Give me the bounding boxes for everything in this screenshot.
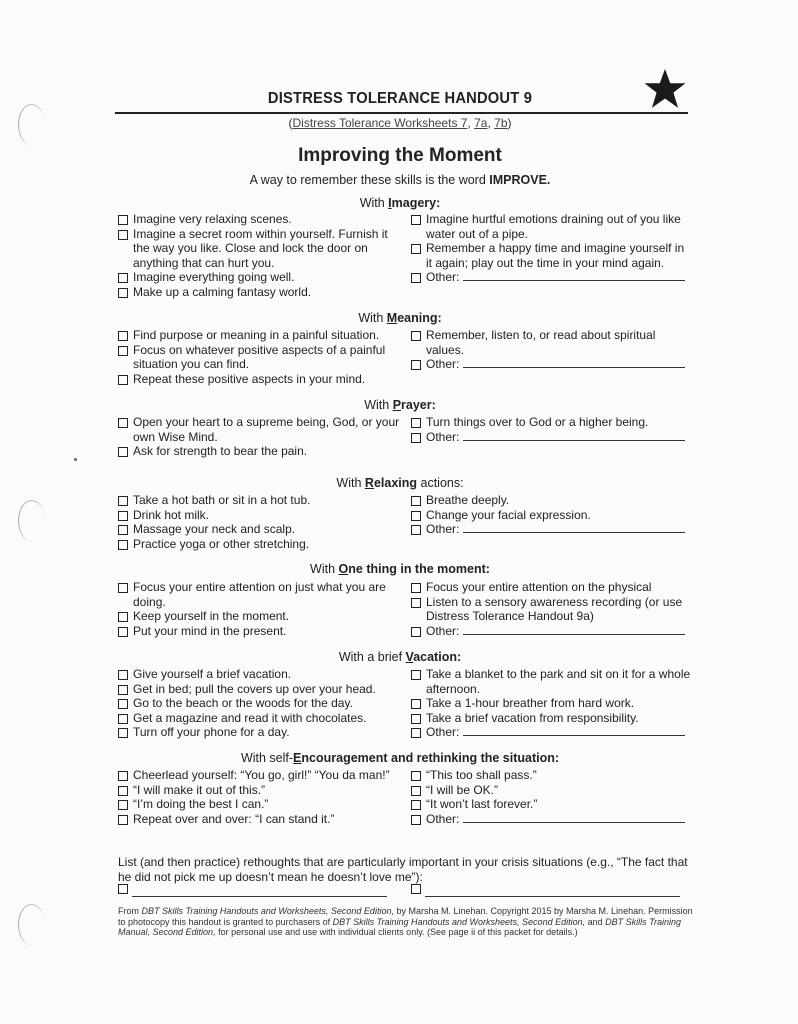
checkbox[interactable] bbox=[118, 612, 128, 622]
prayer-left-column bbox=[118, 415, 400, 459]
other-fill-line[interactable] bbox=[463, 522, 685, 533]
checklist-item[interactable]: “This too shall pass.” bbox=[411, 768, 691, 783]
checkbox[interactable] bbox=[118, 884, 128, 894]
checklist-item[interactable]: Open your heart to a supreme being, God, or your own Wise Mind. bbox=[118, 415, 400, 444]
relaxing-right-column bbox=[411, 493, 691, 537]
checkbox[interactable] bbox=[118, 525, 128, 535]
checkbox[interactable] bbox=[411, 884, 421, 894]
other-item[interactable]: Other: bbox=[411, 270, 691, 285]
punch-hole-mark bbox=[18, 500, 45, 541]
checklist-item[interactable]: Take a hot bath or sit in a hot tub. bbox=[118, 493, 400, 508]
checklist-item[interactable]: “It won’t last forever.” bbox=[411, 797, 691, 812]
other-fill-line[interactable] bbox=[463, 725, 685, 736]
section-heading-meaning: With Meaning: bbox=[358, 311, 442, 325]
checklist-item[interactable]: Get a magazine and read it with chocolates. bbox=[118, 711, 400, 726]
other-item[interactable]: Other: bbox=[411, 357, 691, 372]
checkbox[interactable] bbox=[411, 496, 421, 506]
other-fill-line[interactable] bbox=[463, 270, 685, 281]
copyright-footer: From DBT Skills Training Handouts and Worksheets, Second Edition, by Marsha M. Linehan. Copyright 2015 by Marsha M. Linehan. Permission to photocopy this handout is granted to purchasers of DBT Skills Training Handouts and Worksheets, Second Edition, and DBT Skills Training Manual, Second Edition, for personal use and use with individual clients only. (See page ii of this packet for details.) bbox=[118, 906, 693, 937]
checklist-item[interactable]: Imagine everything going well. bbox=[118, 270, 400, 285]
checkbox[interactable] bbox=[118, 288, 128, 298]
checkbox[interactable] bbox=[118, 346, 128, 356]
checkbox[interactable] bbox=[118, 670, 128, 680]
encouragement-right-column bbox=[411, 768, 691, 826]
star-icon bbox=[644, 68, 686, 110]
checkbox[interactable] bbox=[411, 418, 421, 428]
worksheet-link-7a[interactable]: 7a bbox=[474, 116, 488, 130]
prayer-right-column bbox=[411, 415, 691, 444]
checkbox[interactable] bbox=[411, 786, 421, 796]
checkbox[interactable] bbox=[411, 714, 421, 724]
checkbox[interactable] bbox=[411, 771, 421, 781]
one-thing-left-column bbox=[118, 580, 400, 638]
checkbox[interactable] bbox=[118, 447, 128, 457]
checklist-item[interactable]: Keep yourself in the moment. bbox=[118, 609, 400, 624]
punch-hole-mark bbox=[18, 904, 45, 945]
checklist-item[interactable]: “I will make it out of this.” bbox=[118, 783, 400, 798]
checkbox[interactable] bbox=[411, 670, 421, 680]
checklist-item[interactable]: Ask for strength to bear the pain. bbox=[118, 444, 400, 459]
checkbox[interactable] bbox=[411, 800, 421, 810]
checklist-item[interactable]: Turn things over to God or a higher being. bbox=[411, 415, 691, 430]
checkbox[interactable] bbox=[411, 215, 421, 225]
imagery-right-column bbox=[411, 212, 691, 285]
checklist-item[interactable]: Go to the beach or the woods for the day. bbox=[118, 696, 400, 711]
checklist-item[interactable]: Change your facial expression. bbox=[411, 508, 691, 523]
checklist-item[interactable]: Take a 1-hour breather from hard work. bbox=[411, 696, 691, 711]
checklist-item[interactable]: Breathe deeply. bbox=[411, 493, 691, 508]
checklist-item[interactable]: Imagine hurtful emotions draining out of you like water out of a pipe. bbox=[411, 212, 691, 241]
checklist-item[interactable]: Focus on whatever positive aspects of a painful situation you can find. bbox=[118, 343, 400, 372]
vacation-right-column bbox=[411, 667, 691, 740]
section-heading-encouragement: With self-Encouragement and rethinking the situation: bbox=[240, 751, 560, 765]
intro-text: A way to remember these skills is the word IMPROVE. bbox=[249, 173, 551, 187]
page-heading: Improving the Moment bbox=[298, 145, 502, 166]
checkbox[interactable] bbox=[411, 273, 421, 283]
checkbox[interactable] bbox=[411, 360, 421, 370]
checkbox[interactable] bbox=[411, 598, 421, 608]
checklist-item[interactable]: Turn off your phone for a day. bbox=[118, 725, 400, 740]
vacation-left-column bbox=[118, 667, 400, 740]
scan-speck bbox=[74, 458, 77, 461]
worksheet-link-7[interactable]: Distress Tolerance Worksheets 7 bbox=[292, 116, 468, 130]
checkbox[interactable] bbox=[118, 540, 128, 550]
checklist-item[interactable]: Take a blanket to the park and sit on it for a whole afternoon. bbox=[411, 667, 691, 696]
checklist-item[interactable]: Repeat over and over: “I can stand it.” bbox=[118, 812, 400, 827]
checkbox[interactable] bbox=[118, 771, 128, 781]
other-fill-line[interactable] bbox=[463, 357, 685, 368]
checkbox[interactable] bbox=[118, 331, 128, 341]
checklist-item[interactable]: Imagine very relaxing scenes. bbox=[118, 212, 400, 227]
checkbox[interactable] bbox=[118, 728, 128, 738]
checkbox[interactable] bbox=[411, 583, 421, 593]
other-item[interactable]: Other: bbox=[411, 522, 691, 537]
checkbox[interactable] bbox=[411, 699, 421, 709]
checkbox[interactable] bbox=[118, 375, 128, 385]
checkbox[interactable] bbox=[118, 699, 128, 709]
checkbox[interactable] bbox=[118, 215, 128, 225]
checklist-item[interactable]: Focus your entire attention on just what you are doing. bbox=[118, 580, 400, 609]
checkbox[interactable] bbox=[118, 230, 128, 240]
checklist-item[interactable]: Focus your entire attention on the physical bbox=[411, 580, 691, 595]
checkbox[interactable] bbox=[411, 728, 421, 738]
meaning-right-column bbox=[411, 328, 691, 372]
checklist-item[interactable]: Drink hot milk. bbox=[118, 508, 400, 523]
title-rule bbox=[115, 112, 688, 114]
worksheet-references: (Distress Tolerance Worksheets 7, 7a, 7b) bbox=[288, 116, 512, 130]
rethought-fill-line[interactable] bbox=[425, 884, 680, 897]
section-heading-vacation: With a brief Vacation: bbox=[338, 650, 462, 664]
section-heading-imagery: With Imagery: bbox=[359, 196, 441, 210]
checklist-item[interactable]: Find purpose or meaning in a painful situation. bbox=[118, 328, 400, 343]
imagery-left-column bbox=[118, 212, 400, 299]
checklist-item[interactable]: Make up a calming fantasy world. bbox=[118, 285, 400, 300]
section-heading-prayer: With Prayer: bbox=[364, 398, 436, 412]
checkbox[interactable] bbox=[411, 511, 421, 521]
rethoughts-prompt: List (and then practice) rethoughts that are particularly important in your crisis situations (e.g., “The fact that he did not pick me up doesn’t mean he doesn’t love me”): bbox=[118, 855, 688, 884]
checkbox[interactable] bbox=[118, 714, 128, 724]
checkbox[interactable] bbox=[411, 331, 421, 341]
checklist-item[interactable]: Imagine a secret room within yourself. Furnish it the way you like. Close and lock the door on anything that can hurt you. bbox=[118, 227, 400, 271]
checkbox[interactable] bbox=[118, 273, 128, 283]
punch-hole-mark bbox=[18, 104, 45, 145]
checklist-item[interactable]: Repeat these positive aspects in your mind. bbox=[118, 372, 400, 387]
relaxing-left-column bbox=[118, 493, 400, 551]
meaning-left-column bbox=[118, 328, 400, 386]
other-item[interactable]: Other: bbox=[411, 725, 691, 740]
rethought-entry[interactable] bbox=[411, 883, 680, 897]
checkbox[interactable] bbox=[118, 496, 128, 506]
encouragement-left-column bbox=[118, 768, 400, 826]
checklist-item[interactable]: Give yourself a brief vacation. bbox=[118, 667, 400, 682]
handout-title: DISTRESS TOLERANCE HANDOUT 9 bbox=[267, 90, 533, 107]
checklist-item[interactable]: Practice yoga or other stretching. bbox=[118, 537, 400, 552]
checklist-item[interactable]: Listen to a sensory awareness recording (or use Distress Tolerance Handout 9a) bbox=[411, 595, 691, 624]
checklist-item[interactable]: “I will be OK.” bbox=[411, 783, 691, 798]
checkbox[interactable] bbox=[118, 627, 128, 637]
checkbox[interactable] bbox=[118, 786, 128, 796]
checkbox[interactable] bbox=[118, 583, 128, 593]
checkbox[interactable] bbox=[411, 244, 421, 254]
worksheet-link-7b[interactable]: 7b bbox=[494, 116, 508, 130]
checkbox[interactable] bbox=[118, 418, 128, 428]
checklist-item[interactable]: Get in bed; pull the covers up over your head. bbox=[118, 682, 400, 697]
other-fill-line[interactable] bbox=[463, 430, 685, 441]
checklist-item[interactable]: Put your mind in the present. bbox=[118, 624, 400, 639]
checkbox[interactable] bbox=[411, 815, 421, 825]
one-thing-right-column bbox=[411, 580, 691, 638]
checkbox[interactable] bbox=[118, 800, 128, 810]
checkbox[interactable] bbox=[118, 815, 128, 825]
checklist-item[interactable]: Remember a happy time and imagine yourself in it again; play out the time in your mind again. bbox=[411, 241, 691, 270]
checkbox[interactable] bbox=[411, 627, 421, 637]
checkbox[interactable] bbox=[118, 511, 128, 521]
checkbox[interactable] bbox=[118, 685, 128, 695]
checkbox[interactable] bbox=[411, 525, 421, 535]
other-fill-line[interactable] bbox=[463, 624, 685, 635]
checklist-item[interactable]: Massage your neck and scalp. bbox=[118, 522, 400, 537]
rethought-entry[interactable] bbox=[118, 883, 387, 897]
checkbox[interactable] bbox=[411, 433, 421, 443]
other-item[interactable]: Other: bbox=[411, 812, 691, 827]
other-item[interactable]: Other: bbox=[411, 624, 691, 639]
other-fill-line[interactable] bbox=[463, 812, 685, 823]
section-heading-relaxing: With Relaxing actions: bbox=[336, 476, 464, 490]
checklist-item[interactable]: “I’m doing the best I can.” bbox=[118, 797, 400, 812]
other-item[interactable]: Other: bbox=[411, 430, 691, 445]
rethought-fill-line[interactable] bbox=[132, 884, 387, 897]
checklist-item[interactable]: Take a brief vacation from responsibility. bbox=[411, 711, 691, 726]
checklist-item[interactable]: Remember, listen to, or read about spiritual values. bbox=[411, 328, 691, 357]
checklist-item[interactable]: Cheerlead yourself: “You go, girl!” “You da man!” bbox=[118, 768, 400, 783]
section-heading-one-thing: With One thing in the moment: bbox=[310, 562, 490, 576]
